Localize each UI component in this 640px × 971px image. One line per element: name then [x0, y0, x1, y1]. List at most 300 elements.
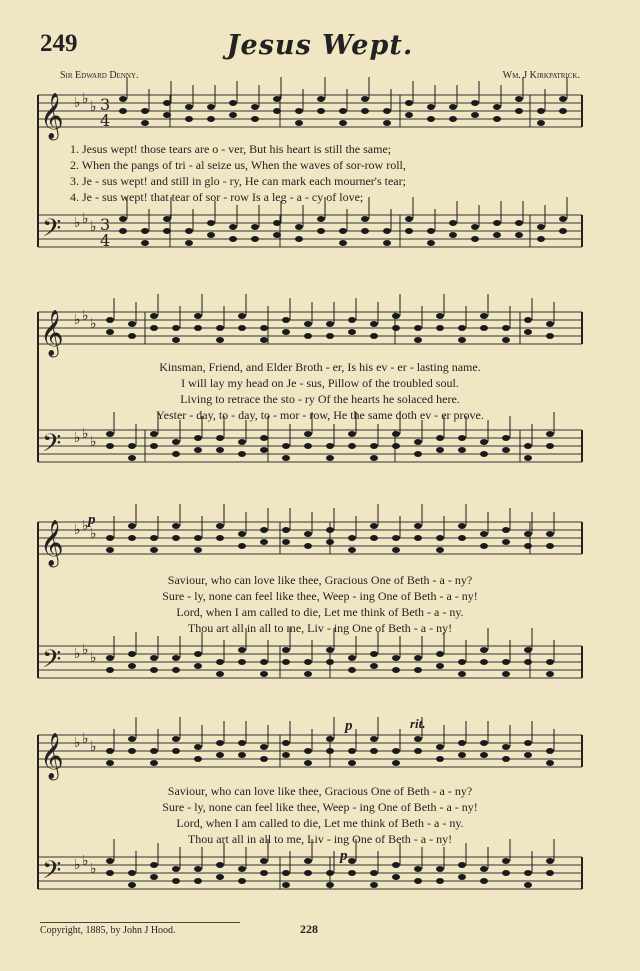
note-head	[370, 333, 378, 339]
note-head	[515, 232, 523, 238]
flat-icon: ♭	[82, 853, 89, 869]
note-head	[370, 663, 378, 669]
note-head	[414, 878, 422, 884]
flat-icon: ♭	[90, 316, 97, 332]
note-head	[282, 527, 290, 533]
note-head	[361, 108, 369, 114]
note-head	[238, 451, 246, 457]
note-head	[304, 760, 312, 766]
note-head	[260, 527, 268, 533]
note-head	[141, 108, 149, 114]
note-head	[392, 748, 400, 754]
lyric-line: 4. Je - sus wept! that tear of sor - row Is a leg - a - cy of love;	[70, 190, 364, 204]
note-head	[273, 232, 281, 238]
note-head	[370, 443, 378, 449]
note-head	[436, 744, 444, 750]
note-head	[295, 224, 303, 230]
note-head	[458, 752, 466, 758]
note-head	[150, 547, 158, 553]
note-head	[546, 543, 554, 549]
note-head	[194, 756, 202, 762]
note-head	[128, 663, 136, 669]
note-head	[260, 659, 268, 665]
note-head	[392, 547, 400, 553]
note-head	[106, 748, 114, 754]
note-head	[295, 120, 303, 126]
note-head	[185, 228, 193, 234]
note-head	[546, 531, 554, 537]
lyric-line: Yester - day, to - day, to - mor - row, He the same doth ev - er prove.	[156, 408, 484, 422]
note-head	[405, 100, 413, 106]
composer-credit: Wm. J Kirkpatrick.	[502, 70, 580, 81]
note-head	[502, 671, 510, 677]
note-head	[141, 240, 149, 246]
note-head	[273, 96, 281, 102]
note-head	[260, 337, 268, 343]
note-head	[304, 659, 312, 665]
note-head	[238, 313, 246, 319]
treble-clef-icon: 𝄞	[40, 520, 64, 566]
note-head	[172, 748, 180, 754]
note-head	[304, 870, 312, 876]
note-head	[471, 236, 479, 242]
note-head	[524, 740, 532, 746]
note-head	[229, 236, 237, 242]
note-head	[238, 531, 246, 537]
note-head	[546, 671, 554, 677]
note-head	[370, 321, 378, 327]
note-head	[383, 108, 391, 114]
note-head	[524, 882, 532, 888]
note-head	[480, 313, 488, 319]
note-head	[361, 96, 369, 102]
note-head	[370, 748, 378, 754]
note-head	[392, 431, 400, 437]
note-head	[238, 866, 246, 872]
note-head	[502, 435, 510, 441]
note-head	[458, 337, 466, 343]
note-head	[216, 862, 224, 868]
note-head	[128, 535, 136, 541]
note-head	[106, 858, 114, 864]
note-head	[216, 874, 224, 880]
note-head	[370, 535, 378, 541]
note-head	[414, 866, 422, 872]
note-head	[559, 228, 567, 234]
note-head	[436, 651, 444, 657]
note-head	[194, 435, 202, 441]
note-head	[128, 443, 136, 449]
note-head	[216, 325, 224, 331]
flat-icon: ♭	[90, 650, 97, 666]
note-head	[216, 752, 224, 758]
note-head	[295, 108, 303, 114]
note-head	[326, 736, 334, 742]
flat-icon: ♭	[82, 642, 89, 658]
note-head	[502, 527, 510, 533]
note-head	[458, 523, 466, 529]
note-head	[524, 317, 532, 323]
note-head	[524, 752, 532, 758]
note-head	[348, 655, 356, 661]
note-head	[282, 539, 290, 545]
note-head	[436, 447, 444, 453]
note-head	[348, 760, 356, 766]
note-head	[282, 455, 290, 461]
lyrics-system-3	[60, 572, 580, 636]
note-head	[383, 120, 391, 126]
note-head	[172, 439, 180, 445]
note-head	[194, 313, 202, 319]
note-head	[480, 647, 488, 653]
lyric-line: Thou art all in all to me, Liv - ing One of Beth - a - ny!	[187, 621, 453, 635]
note-head	[172, 866, 180, 872]
note-head	[128, 523, 136, 529]
page-number: 228	[300, 922, 318, 936]
note-head	[436, 756, 444, 762]
note-head	[141, 120, 149, 126]
note-head	[317, 108, 325, 114]
note-head	[172, 337, 180, 343]
note-head	[282, 870, 290, 876]
note-head	[348, 667, 356, 673]
note-head	[458, 740, 466, 746]
note-head	[414, 655, 422, 661]
lyric-line: Thou art all in all to me, Liv - ing One of Beth - a - ny!	[187, 832, 453, 846]
note-head	[150, 325, 158, 331]
note-head	[304, 431, 312, 437]
note-head	[216, 535, 224, 541]
flat-icon: ♭	[82, 211, 89, 227]
note-head	[502, 447, 510, 453]
note-head	[414, 748, 422, 754]
note-head	[163, 112, 171, 118]
note-head	[172, 523, 180, 529]
note-head	[119, 216, 127, 222]
note-head	[216, 337, 224, 343]
note-head	[304, 531, 312, 537]
note-head	[163, 228, 171, 234]
note-head	[515, 108, 523, 114]
note-head	[106, 760, 114, 766]
note-head	[194, 663, 202, 669]
lyric-line: I will lay my head on Je - sus, Pillow of the troubled soul.	[181, 376, 459, 390]
bass-clef-icon: 𝄢	[42, 214, 62, 249]
note-head	[326, 870, 334, 876]
note-head	[480, 752, 488, 758]
flat-icon: ♭	[90, 526, 97, 542]
note-head	[537, 120, 545, 126]
note-head	[326, 748, 334, 754]
note-head	[106, 431, 114, 437]
note-head	[172, 535, 180, 541]
note-head	[194, 866, 202, 872]
note-head	[106, 317, 114, 323]
note-head	[119, 96, 127, 102]
note-head	[502, 858, 510, 864]
note-head	[493, 220, 501, 226]
note-head	[172, 325, 180, 331]
author-credit: Sir Edward Denny.	[60, 70, 139, 81]
flat-icon: ♭	[90, 861, 97, 877]
note-head	[194, 744, 202, 750]
note-head	[273, 108, 281, 114]
note-head	[414, 667, 422, 673]
note-head	[348, 431, 356, 437]
note-head	[480, 543, 488, 549]
note-head	[185, 116, 193, 122]
bass-clef-icon: 𝄢	[42, 645, 62, 680]
note-head	[436, 325, 444, 331]
note-head	[326, 443, 334, 449]
note-head	[207, 220, 215, 226]
ritardando-mark: rit.	[410, 716, 426, 731]
note-head	[559, 96, 567, 102]
time-signature-numerator: 3	[100, 215, 111, 234]
note-head	[458, 535, 466, 541]
note-head	[150, 862, 158, 868]
note-head	[405, 228, 413, 234]
note-head	[238, 325, 246, 331]
lyric-line: Saviour, who can love like thee, Gracious One of Beth - a - ny?	[167, 573, 473, 587]
note-head	[260, 858, 268, 864]
note-head	[361, 228, 369, 234]
note-head	[326, 527, 334, 533]
note-head	[480, 531, 488, 537]
note-head	[216, 435, 224, 441]
note-head	[216, 447, 224, 453]
note-head	[150, 535, 158, 541]
note-head	[427, 228, 435, 234]
note-head	[150, 874, 158, 880]
note-head	[348, 858, 356, 864]
lyrics-system-2	[60, 359, 580, 423]
note-head	[317, 96, 325, 102]
note-head	[128, 651, 136, 657]
note-head	[449, 104, 457, 110]
note-head	[295, 236, 303, 242]
note-head	[471, 100, 479, 106]
note-head	[537, 108, 545, 114]
note-head	[194, 547, 202, 553]
note-head	[128, 321, 136, 327]
note-head	[449, 232, 457, 238]
flat-icon: ♭	[74, 522, 81, 538]
note-head	[392, 862, 400, 868]
note-head	[405, 216, 413, 222]
note-head	[304, 543, 312, 549]
lyric-line: Living to retrace the sto - ry Of the hearts he solaced here.	[180, 392, 460, 406]
note-head	[361, 216, 369, 222]
note-head	[128, 870, 136, 876]
copyright-notice: Copyright, 1885, by John J Hood.	[40, 925, 176, 936]
note-head	[348, 317, 356, 323]
note-head	[106, 655, 114, 661]
note-head	[282, 317, 290, 323]
note-head	[260, 671, 268, 677]
note-head	[502, 539, 510, 545]
note-head	[150, 431, 158, 437]
note-head	[150, 667, 158, 673]
note-head	[414, 337, 422, 343]
flat-icon: ♭	[74, 95, 81, 111]
note-head	[128, 455, 136, 461]
note-head	[282, 882, 290, 888]
note-head	[141, 228, 149, 234]
note-head	[185, 104, 193, 110]
treble-clef-icon: 𝄞	[40, 93, 64, 139]
note-head	[458, 659, 466, 665]
note-head	[304, 858, 312, 864]
note-head	[370, 455, 378, 461]
note-head	[458, 435, 466, 441]
note-head	[185, 240, 193, 246]
note-head	[207, 232, 215, 238]
hymn-number: 249	[40, 30, 78, 57]
note-head	[172, 736, 180, 742]
note-head	[370, 651, 378, 657]
bass-clef-icon: 𝄢	[42, 856, 62, 891]
treble-clef-icon: 𝄞	[40, 310, 64, 356]
note-head	[339, 228, 347, 234]
note-head	[304, 748, 312, 754]
note-head	[326, 539, 334, 545]
note-head	[370, 736, 378, 742]
note-head	[238, 543, 246, 549]
note-head	[392, 667, 400, 673]
note-head	[383, 228, 391, 234]
note-head	[493, 104, 501, 110]
note-head	[238, 659, 246, 665]
flat-icon: ♭	[74, 646, 81, 662]
flat-icon: ♭	[82, 426, 89, 442]
note-head	[282, 647, 290, 653]
note-head	[458, 325, 466, 331]
note-head	[436, 435, 444, 441]
note-head	[546, 870, 554, 876]
dynamic-piano-2: p	[345, 718, 353, 734]
note-head	[370, 870, 378, 876]
note-head	[106, 547, 114, 553]
note-head	[414, 523, 422, 529]
note-head	[282, 443, 290, 449]
note-head	[251, 236, 259, 242]
note-head	[480, 866, 488, 872]
note-head	[524, 647, 532, 653]
note-head	[480, 451, 488, 457]
note-head	[546, 443, 554, 449]
flat-icon: ♭	[82, 731, 89, 747]
lyric-line: Sure - ly, none can feel like thee, Weep - ing One of Beth - a - ny!	[162, 800, 478, 814]
note-head	[172, 451, 180, 457]
note-head	[194, 447, 202, 453]
note-head	[392, 325, 400, 331]
note-head	[524, 659, 532, 665]
lyric-line: Sure - ly, none can feel like thee, Weep - ing One of Beth - a - ny!	[162, 589, 478, 603]
lyric-line: 2. When the pangs of tri - al seize us, When the waves of sor-row roll,	[70, 158, 406, 172]
note-head	[326, 647, 334, 653]
note-head	[348, 443, 356, 449]
time-signature-denominator: 4	[100, 111, 111, 130]
note-head	[436, 663, 444, 669]
note-head	[194, 878, 202, 884]
flat-icon: ♭	[90, 219, 97, 235]
note-head	[524, 870, 532, 876]
note-head	[414, 439, 422, 445]
note-head	[194, 325, 202, 331]
note-head	[326, 321, 334, 327]
note-head	[106, 443, 114, 449]
note-head	[229, 100, 237, 106]
note-head	[163, 100, 171, 106]
note-head	[480, 740, 488, 746]
lyric-line: 3. Je - sus wept! and still in glo - ry, He can mark each mourner's tear;	[70, 174, 406, 188]
note-head	[282, 752, 290, 758]
note-head	[304, 333, 312, 339]
flat-icon: ♭	[90, 434, 97, 450]
time-signature-numerator: 3	[100, 95, 111, 114]
note-head	[348, 748, 356, 754]
note-head	[383, 240, 391, 246]
lyrics-system-4	[60, 783, 580, 847]
note-head	[515, 220, 523, 226]
note-head	[414, 325, 422, 331]
note-head	[260, 447, 268, 453]
note-head	[546, 748, 554, 754]
note-head	[260, 325, 268, 331]
note-head	[436, 866, 444, 872]
note-head	[458, 447, 466, 453]
note-head	[260, 539, 268, 545]
note-head	[207, 104, 215, 110]
note-head	[546, 321, 554, 327]
note-head	[260, 756, 268, 762]
note-head	[119, 228, 127, 234]
lyric-line: Lord, when I am called to die, Let me think of Beth - a - ny.	[176, 816, 464, 830]
note-head	[194, 535, 202, 541]
note-head	[260, 744, 268, 750]
note-head	[273, 220, 281, 226]
note-head	[339, 240, 347, 246]
note-head	[458, 862, 466, 868]
note-head	[339, 108, 347, 114]
note-head	[392, 874, 400, 880]
note-head	[238, 752, 246, 758]
note-head	[427, 104, 435, 110]
note-head	[392, 760, 400, 766]
lyric-line: 1. Jesus wept! those tears are o - ver, But his heart is still the same;	[70, 142, 392, 156]
bass-clef-icon: 𝄢	[42, 429, 62, 464]
note-head	[370, 523, 378, 529]
note-head	[150, 443, 158, 449]
lyric-line: Lord, when I am called to die, Let me think of Beth - a - ny.	[176, 605, 464, 619]
note-head	[317, 216, 325, 222]
note-head	[436, 878, 444, 884]
note-head	[502, 337, 510, 343]
note-head	[436, 313, 444, 319]
note-head	[304, 321, 312, 327]
note-head	[524, 543, 532, 549]
hymn-title: Jesus Wept.	[226, 30, 414, 61]
note-head	[229, 224, 237, 230]
note-head	[392, 313, 400, 319]
note-head	[537, 224, 545, 230]
note-head	[229, 112, 237, 118]
lyrics-system-1	[60, 141, 580, 205]
note-head	[106, 870, 114, 876]
note-head	[216, 523, 224, 529]
note-head	[326, 659, 334, 665]
